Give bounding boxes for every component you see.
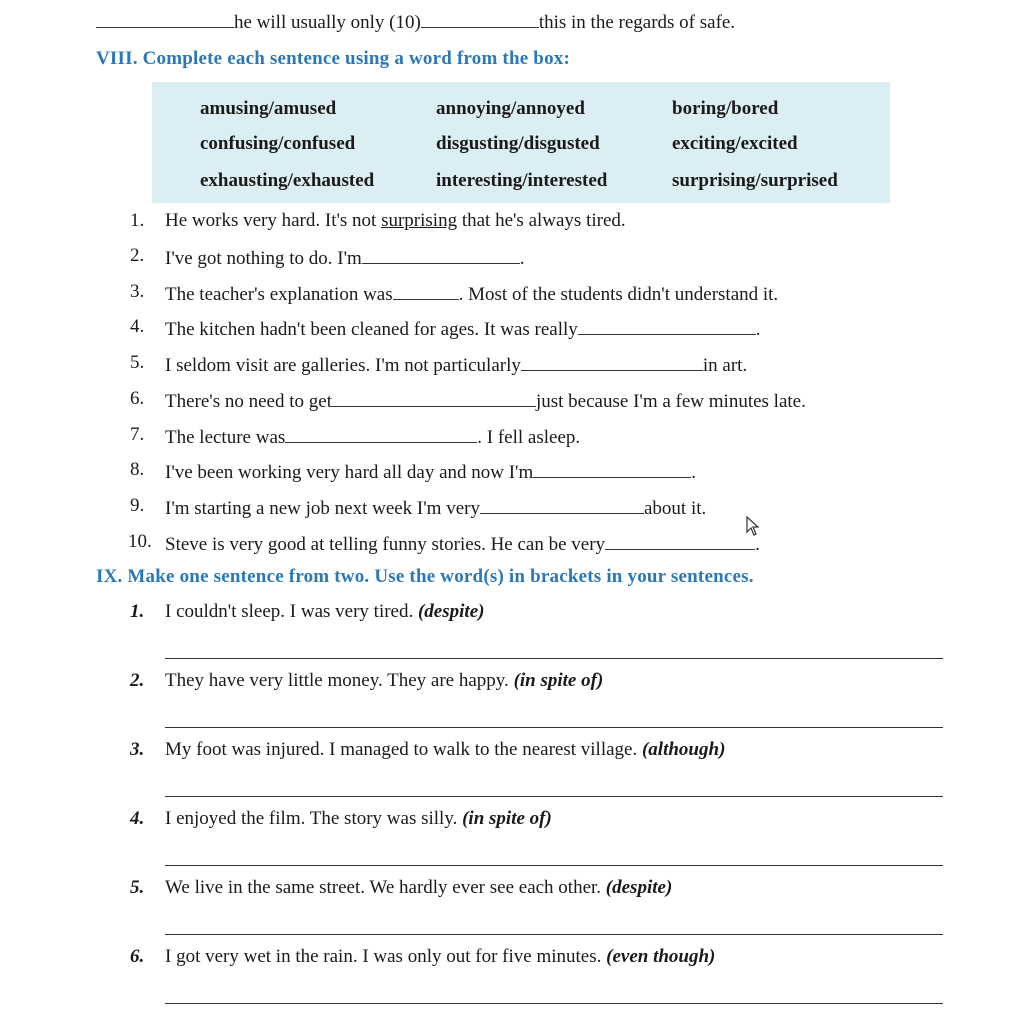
answer-blank[interactable] bbox=[578, 316, 756, 335]
combine-sentence-4: I enjoyed the film. The story was silly. (in spite of) bbox=[165, 808, 552, 829]
bracket-word: (despite) bbox=[605, 877, 673, 898]
answer-line[interactable] bbox=[165, 934, 943, 935]
combine-sentence-3: My foot was injured. I managed to walk to the nearest village. (although) bbox=[165, 739, 726, 760]
combine-sentence-5: We live in the same street. We hardly ever see each other. (despite) bbox=[165, 877, 673, 898]
answer-line[interactable] bbox=[165, 796, 943, 797]
sentence-6: There's no need to get just because I'm a few minutes late. bbox=[165, 388, 806, 413]
answer-blank[interactable] bbox=[605, 531, 755, 550]
answer-line[interactable] bbox=[165, 658, 943, 659]
combine-sentence-6: I got very wet in the rain. I was only out for five minutes. (even though) bbox=[165, 946, 716, 967]
answer-blank[interactable] bbox=[332, 388, 536, 407]
item-number: 2. bbox=[130, 670, 145, 691]
answer-blank[interactable] bbox=[96, 9, 234, 28]
top-line: he will usually only (10) this in the regards of safe. bbox=[96, 9, 735, 35]
sentence-7: The lecture was . I fell asleep. bbox=[165, 424, 580, 449]
item-number: 9. bbox=[130, 495, 145, 516]
sentence-3: The teacher's explanation was . Most of the students didn't understand it. bbox=[165, 281, 778, 306]
section-8-heading: VIII. Complete each sentence using a word from the box: bbox=[96, 48, 571, 69]
answer-blank[interactable] bbox=[362, 245, 520, 264]
bracket-word: (in spite of) bbox=[462, 808, 552, 829]
bracket-word: (despite) bbox=[417, 601, 485, 622]
answer-line[interactable] bbox=[165, 865, 943, 866]
sentence-2: I've got nothing to do. I'm . bbox=[165, 245, 525, 270]
item-number: 6. bbox=[130, 388, 145, 409]
combine-sentence-1: I couldn't sleep. I was very tired. (despite) bbox=[165, 601, 485, 622]
item-number: 5. bbox=[130, 352, 145, 373]
item-number: 4. bbox=[130, 316, 145, 337]
item-number: 1. bbox=[130, 601, 145, 622]
bracket-word: (although) bbox=[641, 739, 726, 760]
bracket-word: (in spite of) bbox=[513, 670, 604, 691]
item-number: 6. bbox=[130, 946, 145, 967]
box-word: exciting/excited bbox=[672, 133, 798, 154]
item-number: 3. bbox=[130, 281, 145, 302]
answer-blank[interactable] bbox=[533, 459, 691, 478]
item-number: 7. bbox=[130, 424, 145, 445]
box-word: amusing/amused bbox=[200, 98, 337, 119]
item-number: 5. bbox=[130, 877, 145, 898]
bracket-word: (even though) bbox=[606, 946, 716, 967]
example-answer: surprising bbox=[381, 210, 458, 231]
box-word: surprising/surprised bbox=[672, 170, 838, 191]
word-box bbox=[152, 82, 890, 203]
sentence-4: The kitchen hadn't been cleaned for ages. It was really . bbox=[165, 316, 761, 341]
box-word: disgusting/disgusted bbox=[436, 133, 600, 154]
item-number: 2. bbox=[130, 245, 145, 266]
item-number: 3. bbox=[130, 739, 145, 760]
item-number: 8. bbox=[130, 459, 145, 480]
box-word: exhausting/exhausted bbox=[200, 170, 375, 191]
item-number: 1. bbox=[130, 210, 145, 231]
box-word: confusing/confused bbox=[200, 133, 356, 154]
mouse-cursor-icon bbox=[746, 516, 760, 536]
answer-blank[interactable] bbox=[521, 352, 703, 371]
sentence-5: I seldom visit are galleries. I'm not particularly in art. bbox=[165, 352, 747, 377]
section-9-heading: IX. Make one sentence from two. Use the word(s) in brackets in your sentences. bbox=[96, 566, 754, 587]
combine-sentence-2: They have very little money. They are happy. (in spite of) bbox=[165, 670, 604, 691]
answer-blank[interactable] bbox=[480, 495, 644, 514]
sentence-10: Steve is very good at telling funny stories. He can be very . bbox=[165, 531, 760, 556]
answer-blank[interactable] bbox=[421, 9, 539, 28]
item-number: 4. bbox=[130, 808, 145, 829]
box-word: annoying/annoyed bbox=[436, 98, 585, 119]
answer-line[interactable] bbox=[165, 727, 943, 728]
sentence-8: I've been working very hard all day and now I'm . bbox=[165, 459, 696, 484]
item-number: 10. bbox=[128, 531, 152, 552]
answer-line[interactable] bbox=[165, 1003, 943, 1004]
answer-blank[interactable] bbox=[393, 281, 459, 300]
sentence-9: I'm starting a new job next week I'm very about it. bbox=[165, 495, 706, 520]
box-word: interesting/interested bbox=[436, 170, 608, 191]
answer-blank[interactable] bbox=[285, 424, 477, 443]
box-word: boring/bored bbox=[672, 98, 779, 119]
sentence-1: He works very hard. It's not surprising that he's always tired. bbox=[165, 210, 626, 231]
